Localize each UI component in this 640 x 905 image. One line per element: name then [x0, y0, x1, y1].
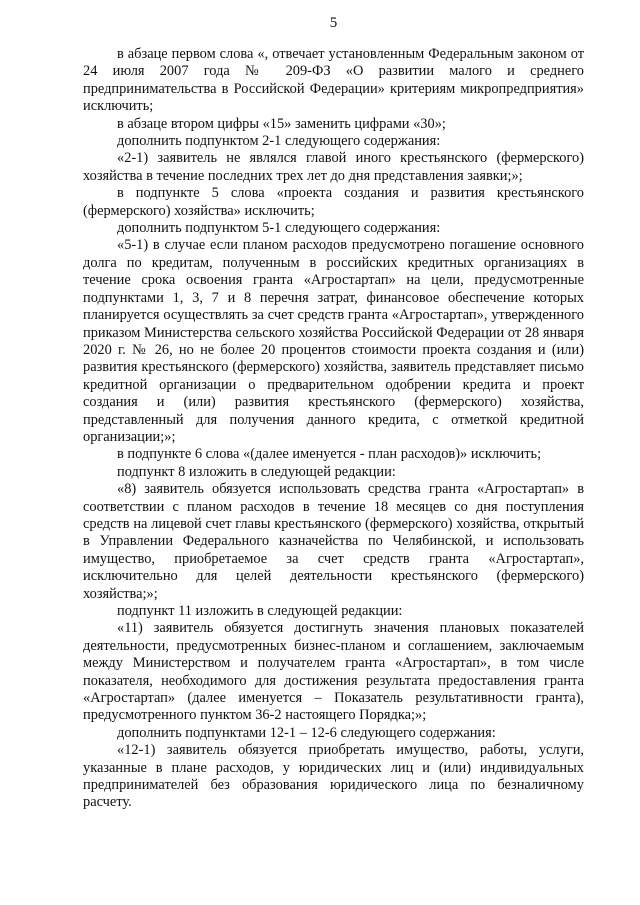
paragraph-6: дополнить подпунктом 5-1 следующего содержания: — [117, 220, 441, 237]
paragraph-13: дополнить подпунктами 12-1 – 12-6 следующего содержания: — [117, 724, 496, 741]
paragraph-7: «5-1) в случае если планом расходов предусмотрено погашение основного долга по кредитам, полученным в российских кредитных организациях в течение срока освоения гранта «Агростартап» на цели, предусмотренные подпунктами 1, 3, 7 и 8 перечня затрат, финансовое обеспечение которых планируется осуществлять за счет средств гранта «Агростартап», утвержденного приказом Министерства сельского хозяйства Российской Федерации от 28 января 2020 г. № 26, но не более 20 процентов стоимости проекта создания и (или) развития крестьянского (фермерского) хозяйства, заявитель представляет письмо кредитной организации о предварительном одобрении кредита и проект создания и (или) развития крестьянского (фермерского) хозяйства, представленный для получения данного кредита, с отметкой кредитной организации;»; — [83, 237, 584, 445]
paragraph-12: «11) заявитель обязуется достигнуть значения плановых показателей деятельности, предусмотренных бизнес-планом и соглашением, заключаемым между Министерством и получателем гранта «Агростартап», в том числе показателя, необходимого для достижения результата предоставления гранта «Агростартап» (далее именуется – Показатель результативности гранта), предусмотренного пунктом 36-2 настоящего Порядка;»; — [83, 620, 584, 724]
paragraph-9: подпункт 8 изложить в следующей редакции: — [117, 463, 396, 480]
paragraph-5: в подпункте 5 слова «проекта создания и развития крестьянского (фермерского) хозяйства» исключить; — [83, 185, 584, 219]
paragraph-14: «12-1) заявитель обязуется приобретать имущество, работы, услуги, указанные в плане расходов, у юридических лиц и (или) индивидуальных предпринимателей без образования юридического лица по безналичному расчету. — [83, 742, 584, 811]
paragraph-10: «8) заявитель обязуется использовать средства гранта «Агростартап» в соответствии с планом расходов в течение 18 месяцев со дня поступления средств на лицевой счет главы крестьянского (фермерского) хозяйства, открытый в Управлении Федерального казначейства по Челябинской, и использовать имущество, приобретаемое за счет средств гранта «Агростартап», исключительно для целей деятельности крестьянского (фермерского) хозяйства;»; — [83, 481, 584, 602]
paragraph-1: в абзаце первом слова «, отвечает установленным Федеральным законом от 24 июля 2007 года № 209-ФЗ «О развитии малого и среднего предпринимательства в Российской Федерации» критериям микропредприятия» исключить; — [83, 46, 584, 115]
paragraph-11: подпункт 11 изложить в следующей редакции: — [117, 603, 403, 619]
paragraph-8: в подпункте 6 слова «(далее именуется - план расходов)» исключить; — [117, 446, 542, 463]
page-number: 5 — [329, 15, 338, 31]
paragraph-2: в абзаце втором цифры «15» заменить цифрами «30»; — [117, 115, 446, 132]
paragraph-3: дополнить подпунктом 2-1 следующего содержания: — [117, 133, 441, 150]
document-body — [83, 46, 584, 812]
paragraph-4: «2-1) заявитель не являлся главой иного крестьянского (фермерского) хозяйства в течение последних трех лет до дня представления заявки;»; — [83, 150, 584, 184]
